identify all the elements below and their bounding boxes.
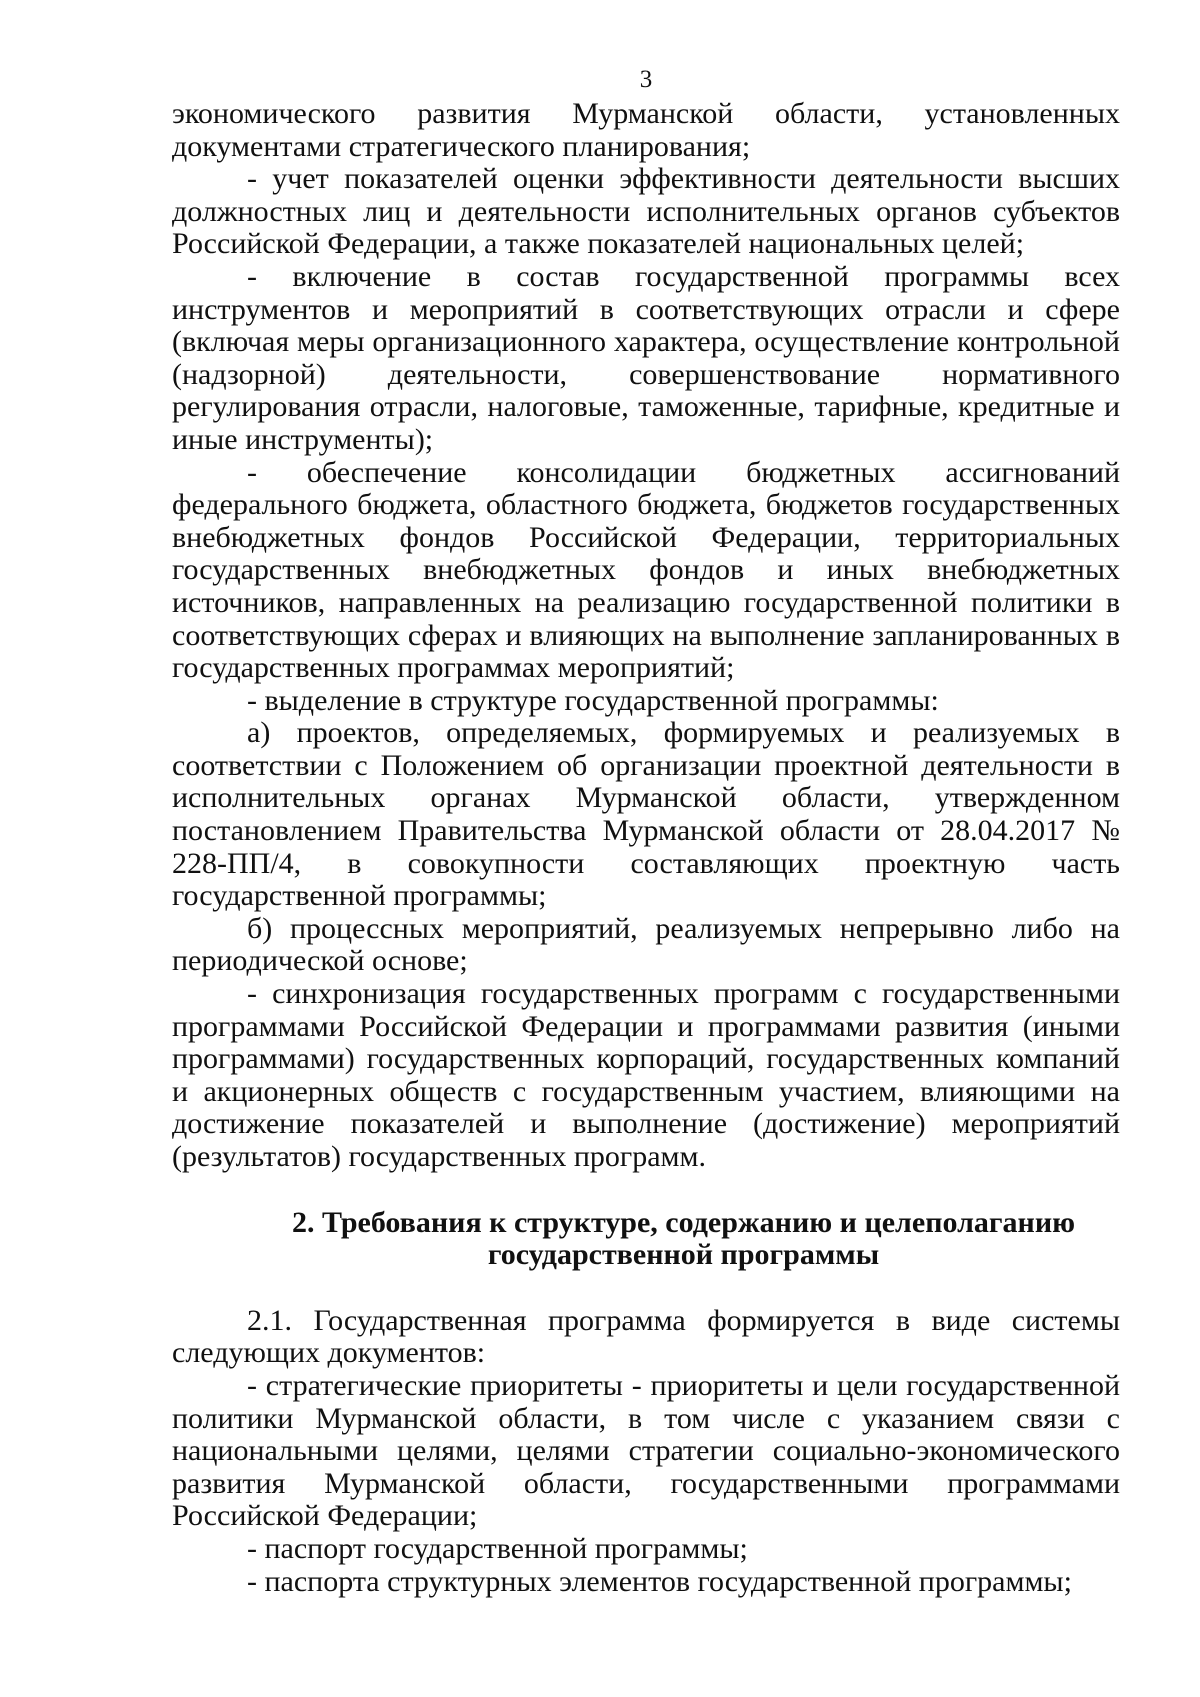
paragraph-passport: - паспорт государственной программы; <box>247 1531 748 1565</box>
paragraph-synchronization: - синхронизация государственных программ с государственными программами Российской Федерации и программами развития (иными программами) государственных корпораций, государственных компаний и акционерных обществ с государственным участием, влияющими на достижение показателей и выполнение (достижение) мероприятий (результатов) государственных программ. <box>172 977 1120 1173</box>
paragraph-structural-passports: - паспорта структурных элементов государственной программы; <box>247 1564 1072 1598</box>
document-page <box>172 66 1120 1598</box>
paragraphs-after <box>172 1305 1120 1598</box>
section-heading-line-1: 2. Требования к структуре, содержанию и целеполаганию <box>291 1205 1076 1239</box>
paragraph-budget-consolidation: - обеспечение консолидации бюджетных ассигнований федерального бюджета, областного бюджета, бюджетов государственных внебюджетных фондов Российской Федерации, территориальных государственных внебюджетных фондов и иных внебюджетных источников, направленных на реализацию государственной политики в соответствующих сферах и влияющих на выполнение запланированных в государственных программах мероприятий; <box>172 455 1120 685</box>
paragraph-indicators: - учет показателей оценки эффективности деятельности высших должностных лиц и деятельности исполнительных органов субъектов Российской Федерации, а также показателей национальных целей; <box>172 162 1120 261</box>
paragraph-projects: а) проектов, определяемых, формируемых и реализуемых в соответствии с Положением об организации проектной деятельности в исполнительных органах Мурманской области, утвержденном постановлением Правительства Мурманской области от 28.04.2017 № 228-ПП/4, в совокупности составляющих проектную часть государственной программы; <box>172 716 1120 913</box>
paragraph-2-1: 2.1. Государственная программа формируется в виде системы следующих документов: <box>172 1303 1120 1370</box>
paragraph-structure-selection: - выделение в структуре государственной программы: <box>247 683 939 717</box>
paragraph-instruments: - включение в состав государственной программы всех инструментов и мероприятий в соответствующих отрасли и сфере (включая меры организационного характера, осуществление контрольной (надзорной) деятельности, совершенствование нормативного регулирования отрасли, налоговые, таможенные, тарифные, кредитные и иные инструменты); <box>172 259 1120 456</box>
paragraph-process-measures: б) процессных мероприятий, реализуемых непрерывно либо на периодической основе; <box>172 911 1120 978</box>
paragraph-continuation: экономического развития Мурманской области, установленных документами стратегического планирования; <box>172 97 1120 163</box>
paragraphs-before <box>172 98 1120 1174</box>
section-heading <box>172 1207 1120 1272</box>
page-number: 3 <box>639 66 653 93</box>
paragraph-strategic-priorities: - стратегические приоритеты - приоритеты и цели государственной политики Мурманской области, в том числе с указанием связи с национальными целями, целями стратегии социально-экономического развития Мурманской области, государственными программами Российской Федерации; <box>172 1368 1120 1533</box>
section-heading-line-2: государственной программы <box>487 1238 880 1272</box>
